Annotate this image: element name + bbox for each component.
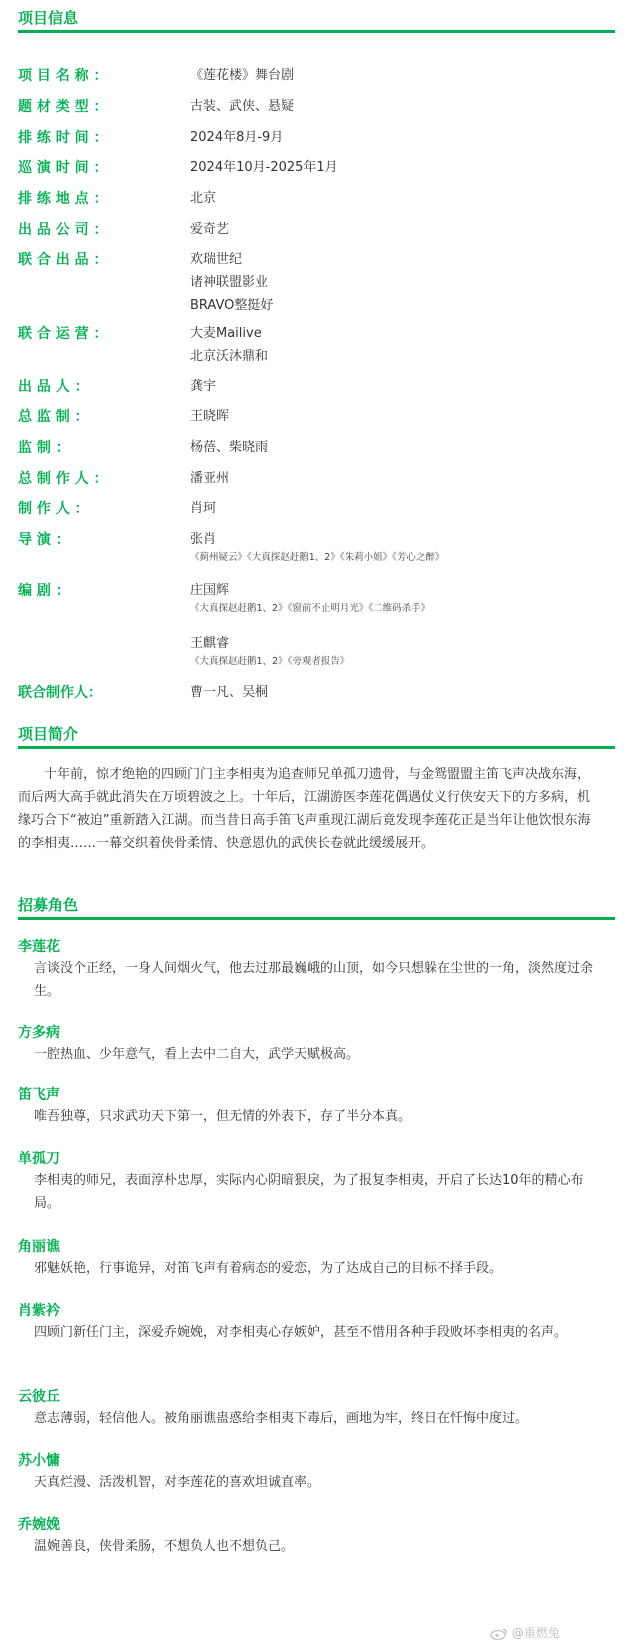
intro-paragraph: 十年前，惊才绝艳的四顾门门主李相夷为追查师兄单孤刀遗骨，与金鸳盟盟主笛飞声决战东海，而后两大高手就此消失在万顷碧波之上。十年后，江湖游医李莲花偶遇仗义行侠安天下的方多病，机缘巧合下“被迫”重新踏入江湖。而当昔日高手笛飞声重现江湖后竟发现李莲花正是当年让他饮恨东海的李相夷……一幕交织着侠骨柔情、快意恩仇的武侠长卷就此缓缓展开。: [18, 767, 591, 851]
value-producer: 肖珂: [190, 501, 217, 516]
label-presenter: 出 品 人 ：: [18, 379, 89, 395]
value-chief-supervisor: 王晓晖: [190, 409, 230, 424]
value-presenter: 龚宇: [190, 379, 217, 394]
value-tour-time: 2024年10月-2025年1月: [190, 160, 338, 175]
role-description: 言谈没个正经，一身人间烟火气，他去过那最巍峨的山顶，如今只想躲在尘世的一角，淡然度过余生。: [34, 961, 594, 999]
label-rehearsal-time: 排 练 时 间 ：: [18, 130, 108, 146]
role-name: 肖紫衿: [18, 1303, 60, 1319]
value-producer-company: 爱奇艺: [190, 222, 230, 237]
value-supervisor: 杨蓓、柴晓雨: [190, 440, 269, 455]
role-name: 云彼丘: [18, 1389, 60, 1405]
screenwriter-works: 《大真探赵赶鹅1、2》《窗前不止明月光》《二维码杀手》: [190, 603, 431, 614]
value-genre: 古装、武侠、悬疑: [190, 99, 295, 114]
co-operator-item: 北京沃沐鼎和: [190, 349, 269, 364]
role-description: 四顾门新任门主，深爱乔婉娩，对李相夷心存嫉妒，甚至不惜用各种手段败坏李相夷的名声。: [34, 1325, 568, 1340]
director-name: 张肖: [190, 532, 217, 547]
weibo-logo-icon: [490, 1628, 508, 1640]
role-name: 乔婉娩: [18, 1517, 60, 1533]
section-title: 招募角色: [18, 896, 79, 914]
screenwriter-works: 《大真探赵赶鹅1、2》《旁观者报告》: [190, 656, 350, 667]
role-name: 角丽谯: [18, 1239, 60, 1255]
value-rehearsal-time: 2024年8月-9月: [190, 130, 284, 145]
screenwriter-name: 王麒睿: [190, 636, 230, 651]
label-co-operators: 联 合 运 营 ：: [18, 326, 108, 342]
role-description: 一腔热血、少年意气，看上去中二自大，武学天赋极高。: [34, 1047, 360, 1062]
value-screenwriters: [190, 579, 610, 620]
label-tour-time: 巡 演 时 间 ：: [18, 160, 108, 176]
role-name: 笛飞声: [18, 1087, 60, 1103]
label-rehearsal-place: 排 练 地 点 ：: [18, 191, 108, 207]
label-chief-producer: 总 制 作 人 ：: [18, 471, 108, 487]
label-co-producers-people: 联合制作人：: [18, 685, 102, 701]
co-producer-item: BRAVO整挺好: [190, 298, 274, 313]
role-name: 苏小慵: [18, 1453, 60, 1469]
co-producer-item: 诸神联盟影业: [190, 275, 269, 290]
label-chief-supervisor: 总 监 制 ：: [18, 409, 89, 425]
value-rehearsal-place: 北京: [190, 191, 217, 206]
section-header-info: [18, 8, 615, 30]
value-screenwriter-2: [190, 632, 610, 673]
value-co-producers: [190, 248, 610, 317]
co-operator-item: 大麦Mailive: [190, 326, 262, 341]
role-description: 温婉善良，侠骨柔肠，不想负人也不想负己。: [34, 1539, 295, 1554]
watermark-text: @重燃兔: [511, 1626, 560, 1640]
role-description: 邪魅妖艳，行事诡异，对笛飞声有着病态的爱恋，为了达成自己的目标不择手段。: [34, 1261, 503, 1276]
watermark: [490, 1624, 560, 1641]
value-director: [190, 528, 610, 569]
section-divider: [18, 746, 615, 749]
role-description: 唯吾独尊，只求武功天下第一，但无情的外表下，存了半分本真。: [34, 1109, 412, 1124]
label-supervisor: 监 制 ：: [18, 440, 70, 456]
role-name: 李莲花: [18, 939, 60, 955]
screenwriter-name: 庄国辉: [190, 583, 230, 598]
section-title: 项目简介: [18, 725, 79, 743]
value-co-producers-people: 曹一凡、吴桐: [190, 685, 269, 700]
label-co-producers: 联 合 出 品 ：: [18, 252, 108, 268]
label-producer-company: 出 品 公 司 ：: [18, 222, 108, 238]
section-divider: [18, 30, 615, 33]
section-divider: [18, 917, 615, 920]
role-description: 李相夷的师兄，表面淳朴忠厚，实际内心阴暗狠戾，为了报复李相夷，开启了长达10年的精心布局。: [34, 1173, 584, 1211]
section-header-roles: [18, 895, 615, 917]
role-name: 单孤刀: [18, 1151, 60, 1167]
value-chief-producer: 潘亚州: [190, 471, 230, 486]
role-description: 意志薄弱，轻信他人。被角丽谯蛊惑给李相夷下毒后，画地为牢，终日在忏悔中度过。: [34, 1411, 529, 1426]
co-producer-item: 欢瑞世纪: [190, 252, 243, 267]
label-project-name: 项 目 名 称 ：: [18, 68, 108, 84]
role-name: 方多病: [18, 1025, 60, 1041]
label-genre: 题 材 类 型 ：: [18, 99, 108, 115]
section-header-intro: [18, 724, 615, 746]
label-producer: 制 作 人 ：: [18, 501, 89, 517]
director-works: 《蓟州疑云》《大真探赵赶鹅1、2》《朱莉小姐》《芳心之醉》: [190, 552, 445, 563]
label-director: 导 演 ：: [18, 532, 70, 548]
role-description: 天真烂漫、活泼机智，对李莲花的喜欢坦诚直率。: [34, 1475, 321, 1490]
value-project-name: 《莲花楼》舞台剧: [190, 68, 295, 83]
label-screenwriter: 编 剧 ：: [18, 583, 70, 599]
section-title: 项目信息: [18, 9, 79, 27]
value-co-operators: [190, 322, 610, 368]
